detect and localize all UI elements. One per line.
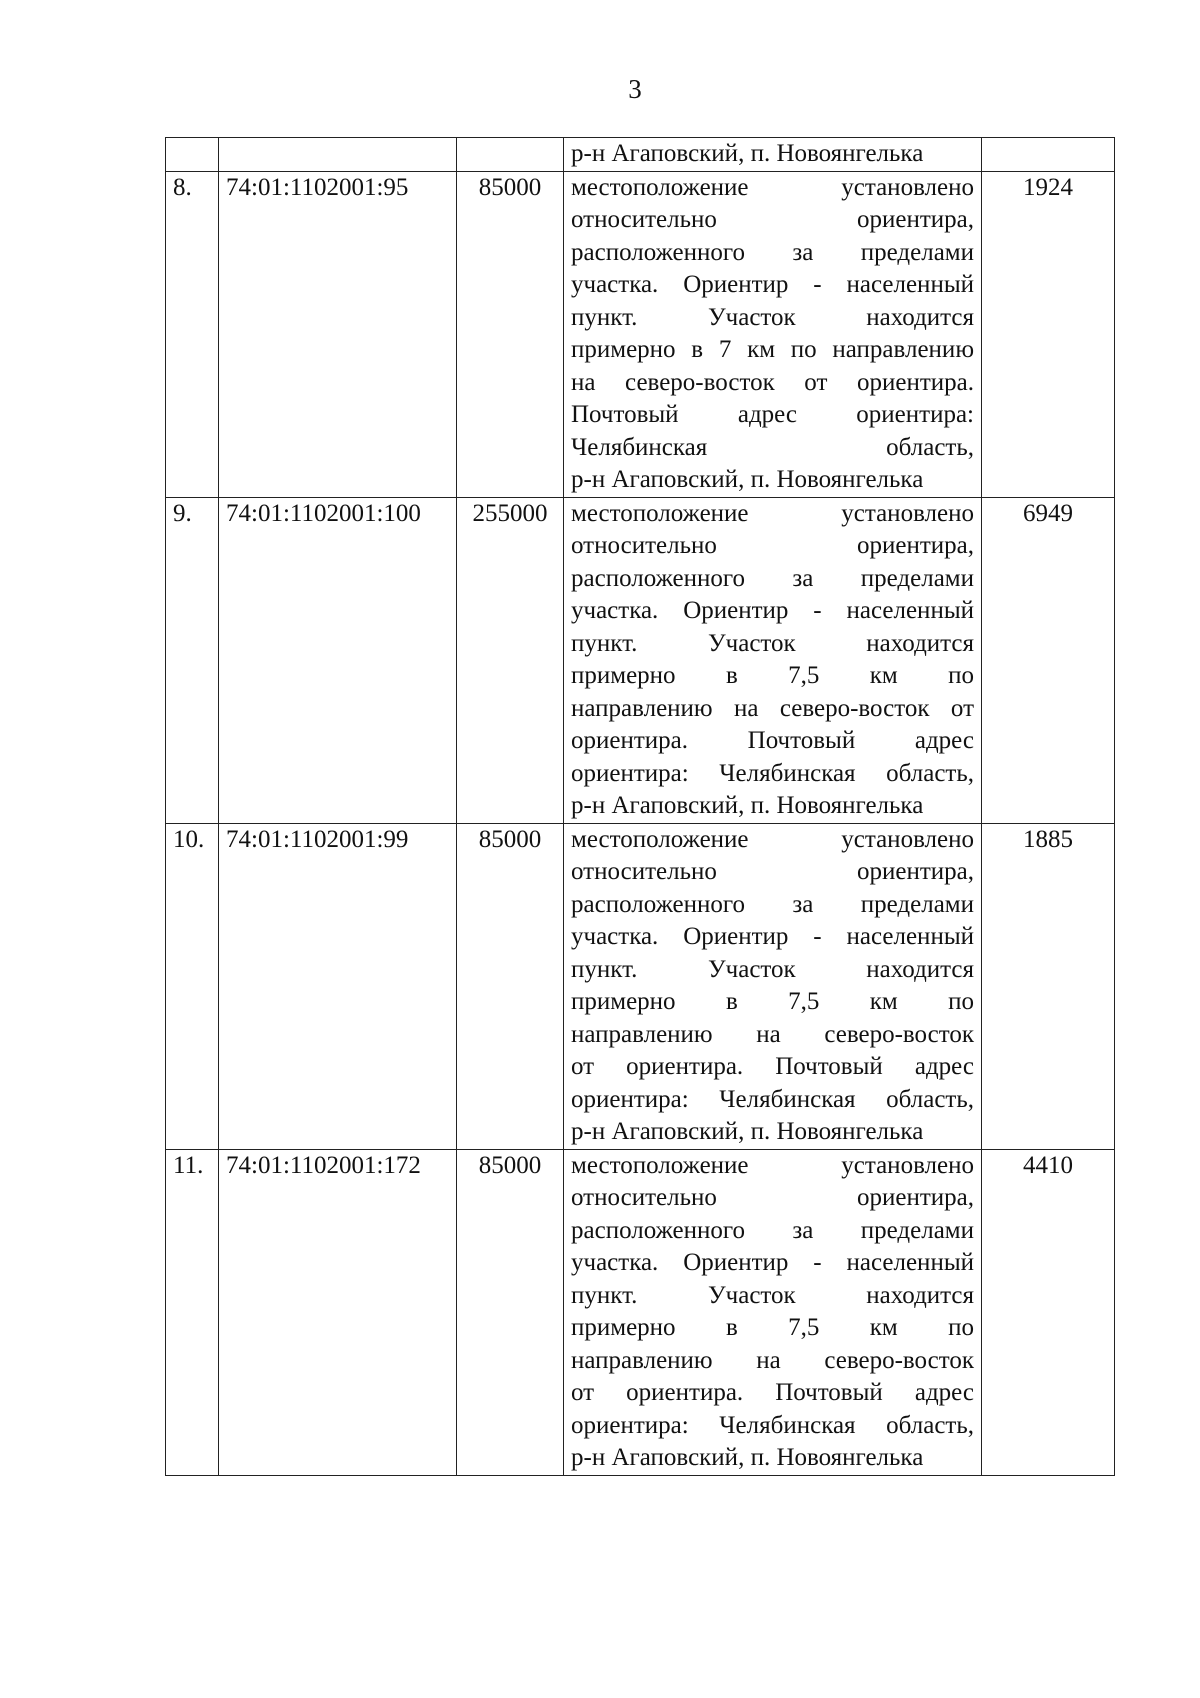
area-cell: 255000 xyxy=(457,497,564,823)
cadastral-number-cell: 74:01:1102001:99 xyxy=(219,823,457,1149)
description-line: относительно ориентира, xyxy=(571,206,974,233)
description-line: местоположение установлено xyxy=(571,499,974,527)
description-line: местоположение установлено xyxy=(571,825,974,853)
table-row xyxy=(166,823,1115,1149)
description-line: от ориентира. Почтовый адрес xyxy=(571,1379,974,1406)
description-line: р-н Агаповский, п. Новоянгелька xyxy=(571,466,924,493)
description-line: направлению на северо-восток xyxy=(571,1020,974,1048)
description-line: пункт. Участок находится xyxy=(571,629,974,657)
table-row-continuation xyxy=(166,138,1115,172)
description-line: примерно в 7,5 км по xyxy=(571,988,974,1015)
area-cell: 85000 xyxy=(457,1149,564,1475)
description-line: направлению на северо-восток xyxy=(571,1346,974,1374)
description-line: Почтовый адрес ориентира: xyxy=(571,401,974,428)
table-row xyxy=(166,1149,1115,1475)
table-row xyxy=(166,497,1115,823)
land-plots-table xyxy=(165,137,1115,1476)
cadastral-number-cell: 74:01:1102001:100 xyxy=(219,497,457,823)
row-index-cell: 11. xyxy=(166,1149,219,1475)
description-line: расположенного за пределами xyxy=(571,890,974,918)
description-line: р-н Агаповский, п. Новоянгелька xyxy=(571,792,924,819)
row-index-cell xyxy=(166,138,219,172)
value-cell: 1924 xyxy=(982,171,1115,497)
row-index-cell: 9. xyxy=(166,497,219,823)
description-line: относительно ориентира, xyxy=(571,858,974,885)
description-line: участка. Ориентир - населенный xyxy=(571,1249,974,1276)
description-line: направлению на северо-восток от xyxy=(571,694,974,722)
description-line: р-н Агаповский, п. Новоянгелька xyxy=(571,140,924,167)
description-cell xyxy=(564,171,982,497)
description-line: местоположение установлено xyxy=(571,173,974,201)
description-line: пункт. Участок находится xyxy=(571,303,974,331)
area-cell xyxy=(457,138,564,172)
table-row xyxy=(166,171,1115,497)
value-cell: 1885 xyxy=(982,823,1115,1149)
value-cell: 6949 xyxy=(982,497,1115,823)
description-line: ориентира: Челябинская область, xyxy=(571,1411,974,1439)
description-cell xyxy=(564,823,982,1149)
description-line: пункт. Участок находится xyxy=(571,1281,974,1309)
description-line: ориентира: Челябинская область, xyxy=(571,1085,974,1113)
row-index-cell: 8. xyxy=(166,171,219,497)
row-index-cell: 10. xyxy=(166,823,219,1149)
description-cell xyxy=(564,1149,982,1475)
description-line: расположенного за пределами xyxy=(571,238,974,266)
description-line: примерно в 7 км по направлению xyxy=(571,336,974,363)
description-line: от ориентира. Почтовый адрес xyxy=(571,1053,974,1080)
description-line: расположенного за пределами xyxy=(571,1216,974,1244)
description-line: относительно ориентира, xyxy=(571,532,974,559)
value-cell xyxy=(982,138,1115,172)
description-line: участка. Ориентир - населенный xyxy=(571,923,974,950)
table-body xyxy=(166,138,1115,1476)
description-line: примерно в 7,5 км по xyxy=(571,1314,974,1341)
description-line: ориентира: Челябинская область, xyxy=(571,759,974,787)
description-line: на северо-восток от ориентира. xyxy=(571,368,974,396)
area-cell: 85000 xyxy=(457,823,564,1149)
description-line: пункт. Участок находится xyxy=(571,955,974,983)
description-line: р-н Агаповский, п. Новоянгелька xyxy=(571,1118,924,1145)
description-line: участка. Ориентир - населенный xyxy=(571,271,974,298)
cadastral-number-cell: 74:01:1102001:95 xyxy=(219,171,457,497)
description-line: участка. Ориентир - населенный xyxy=(571,597,974,624)
description-cell xyxy=(564,138,982,172)
area-cell: 85000 xyxy=(457,171,564,497)
description-line: р-н Агаповский, п. Новоянгелька xyxy=(571,1444,924,1471)
description-line: относительно ориентира, xyxy=(571,1184,974,1211)
description-line: Челябинская область, xyxy=(571,433,974,461)
cadastral-number-cell xyxy=(219,138,457,172)
description-line: примерно в 7,5 км по xyxy=(571,662,974,689)
description-line: ориентира. Почтовый адрес xyxy=(571,727,974,754)
description-line: местоположение установлено xyxy=(571,1151,974,1179)
value-cell: 4410 xyxy=(982,1149,1115,1475)
page-number: 3 xyxy=(628,74,642,104)
description-line: расположенного за пределами xyxy=(571,564,974,592)
description-cell xyxy=(564,497,982,823)
cadastral-number-cell: 74:01:1102001:172 xyxy=(219,1149,457,1475)
